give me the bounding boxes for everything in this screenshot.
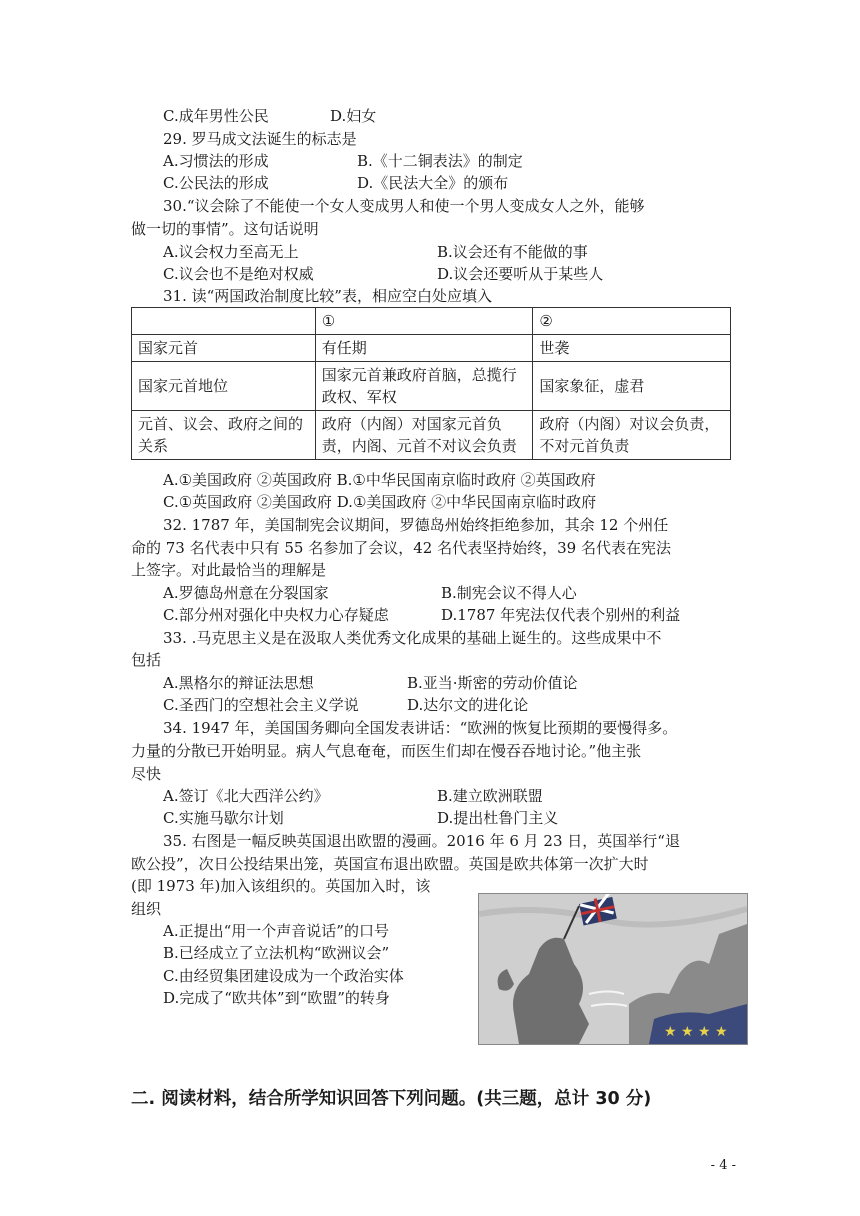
q33-option-b: B.亚当·斯密的劳动价值论: [407, 674, 578, 692]
q35-stem-line-4: 组织: [131, 900, 162, 918]
table-row: [132, 411, 731, 460]
q34-stem-line-2: 力量的分散已开始明显。病人气息奄奄，而医生们却在慢吞吞地讨论。”他主张: [131, 742, 642, 760]
q35-option-d: D.完成了“欧共体”到“欧盟”的转身: [163, 989, 390, 1007]
table-cell: 世袭: [533, 335, 731, 362]
table-cell: 国家元首地位: [132, 362, 316, 411]
table-row: [132, 362, 731, 411]
q32-stem-line-3: 上签字。对此最恰当的理解是: [131, 561, 327, 579]
q34-stem-line-3: 尽快: [131, 765, 162, 783]
q32-stem-line-1: 32. 1787 年，美国制宪会议期间，罗德岛州始终拒绝参加，其余 12 个州任: [163, 516, 669, 534]
q30-stem-line-1: 30.“议会除了不能使一个女人变成男人和使一个男人变成女人之外，能够: [163, 197, 645, 215]
q28-option-c: C.成年男性公民: [163, 107, 269, 125]
table-header-row: [132, 308, 731, 335]
table-cell: 国家元首兼政府首脑，总揽行政权、军权: [315, 362, 533, 411]
q34-option-d: D.提出杜鲁门主义: [437, 809, 559, 827]
q32-option-a: A.罗德岛州意在分裂国家: [163, 584, 329, 602]
q33-stem-line-1: 33. .马克思主义是在汲取人类优秀文化成果的基础上诞生的。这些成果中不: [163, 629, 662, 647]
q35-stem-line-2: 欧公投”，次日公投结果出笼，英国宣布退出欧盟。英国是欧共体第一次扩大时: [131, 855, 649, 873]
q31-stem: 31. 读“两国政治制度比较”表，相应空白处应填入: [163, 287, 492, 305]
q33-stem-line-2: 包括: [131, 651, 162, 669]
q29-option-d: D.《民法大全》的颁布: [357, 174, 509, 192]
table-cell: 政府（内阁）对国家元首负责，内阁、元首不对议会负责: [315, 411, 533, 460]
q34-option-b: B.建立欧洲联盟: [437, 787, 543, 805]
brexit-cartoon-image: [478, 893, 748, 1045]
q34-option-c: C.实施马歇尔计划: [163, 809, 284, 827]
table-cell: 国家象征，虚君: [533, 362, 731, 411]
svg-text:★ ★ ★ ★: ★ ★ ★ ★: [664, 1024, 728, 1040]
q35-option-a: A.正提出“用一个声音说话”的口号: [163, 922, 389, 940]
q35-stem-line-3: (即 1973 年)加入该组织的。英国加入时，该: [131, 877, 431, 895]
page-number: - 4 -: [710, 1158, 736, 1173]
q29-option-b: B.《十二铜表法》的制定: [357, 152, 523, 170]
q32-option-b: B.制宪会议不得人心: [441, 584, 577, 602]
q32-option-c: C.部分州对强化中央权力心存疑虑: [163, 606, 389, 624]
q30-option-c: C.议会也不是绝对权威: [163, 265, 314, 283]
q32-option-d: D.1787 年宪法仅代表个别州的利益: [441, 606, 681, 624]
q30-option-b: B.议会还有不能做的事: [437, 243, 588, 261]
table-cell: ②: [533, 308, 731, 335]
q34-stem-line-1: 34. 1947 年，美国国务卿向全国发表讲话：“欧洲的恢复比预期的要慢得多。: [163, 719, 678, 737]
q35-stem-line-1: 35. 右图是一幅反映英国退出欧盟的漫画。2016 年 6 月 23 日，英国举行“退: [163, 832, 680, 850]
section-two-heading: 二. 阅读材料，结合所学知识回答下列问题。(共三题，总计 30 分): [131, 1089, 652, 1109]
table-cell: ①: [315, 308, 533, 335]
table-cell: 国家元首: [132, 335, 316, 362]
table-cell: [132, 308, 316, 335]
q28-option-d: D.妇女: [330, 107, 377, 125]
q33-option-a: A.黑格尔的辩证法思想: [163, 674, 314, 692]
q31-options-line-1: A.①美国政府 ②英国政府 B.①中华民国南京临时政府 ②英国政府: [163, 471, 596, 489]
brexit-cartoon-drawing: [479, 894, 747, 1044]
q31-options-line-2: C.①英国政府 ②美国政府 D.①美国政府 ②中华民国南京临时政府: [163, 493, 597, 511]
table-cell: 政府（内阁）对议会负责，不对元首负责: [533, 411, 731, 460]
table-row: [132, 335, 731, 362]
q29-stem: 29. 罗马成文法诞生的标志是: [163, 130, 357, 148]
comparison-table: [131, 307, 731, 460]
q35-option-b: B.已经成立了立法机构“欧洲议会”: [163, 944, 390, 962]
q30-stem-line-2: 做一切的事情”。这句话说明: [131, 220, 319, 238]
q30-option-a: A.议会权力至高无上: [163, 243, 299, 261]
table-cell: 元首、议会、政府之间的关系: [132, 411, 316, 460]
q32-stem-line-2: 命的 73 名代表中只有 55 名参加了会议，42 名代表坚持始终，39 名代表在宪法: [131, 539, 671, 557]
q33-option-c: C.圣西门的空想社会主义学说: [163, 696, 359, 714]
table-cell: 有任期: [315, 335, 533, 362]
q30-option-d: D.议会还要听从于某些人: [437, 265, 604, 283]
q34-option-a: A.签订《北大西洋公约》: [163, 787, 329, 805]
q29-option-c: C.公民法的形成: [163, 174, 269, 192]
q29-option-a: A.习惯法的形成: [163, 152, 269, 170]
q35-option-c: C.由经贸集团建设成为一个政治实体: [163, 967, 404, 985]
q33-option-d: D.达尔文的进化论: [407, 696, 529, 714]
